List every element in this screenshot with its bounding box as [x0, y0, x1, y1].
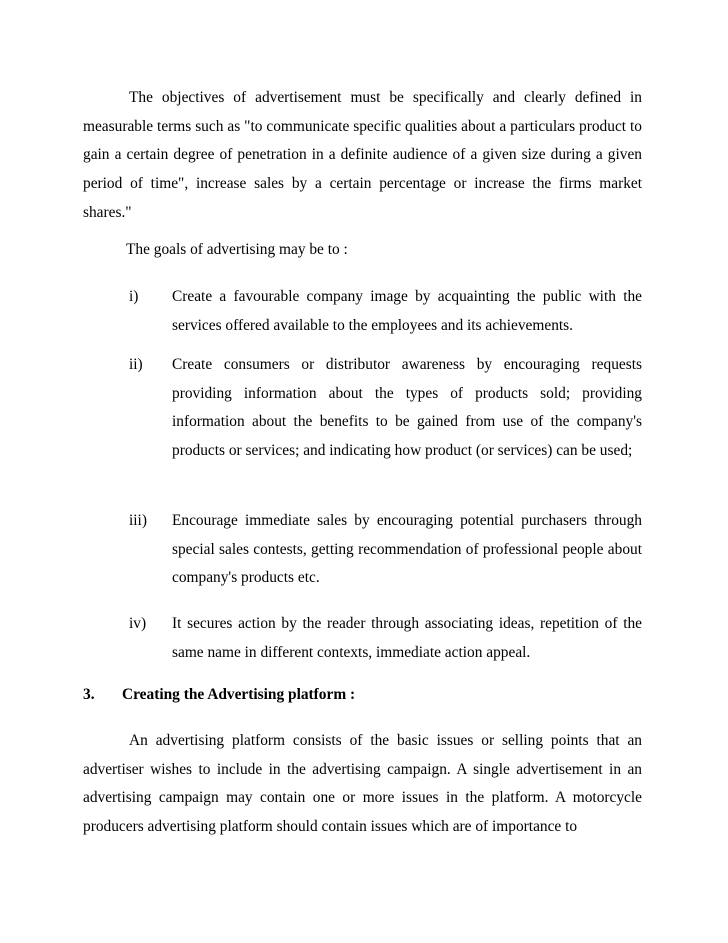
goal-text: Create consumers or distributor awareness by encouraging requests providing information about the types of products sold; providing information about the benefits to be gained from use of the company's products or services; and indicating how product (or services) can be used; — [172, 356, 642, 460]
objectives-paragraph: The objectives of advertisement must be specifically and clearly defined in measurable terms such as "to communicate specific qualities about a particulars product to gain a certain degree of penetration in a definite audience of a given size during a given period of time", increase sales by a certain percentage or increase the firms market shares." — [83, 89, 642, 221]
goal-marker: ii) — [129, 356, 143, 373]
goal-marker: iv) — [129, 615, 147, 632]
goal-marker: iii) — [129, 512, 147, 529]
goal-marker: i) — [129, 288, 139, 305]
goal-text: Encourage immediate sales by encouraging potential purchasers through special sales contests, getting recommendation of professional people about company's products etc. — [172, 512, 642, 587]
section-title: Creating the Advertising platform : — [122, 686, 356, 703]
platform-paragraph: An advertising platform consists of the basic issues or selling points that an advertiser wishes to include in the advertising campaign. A single advertisement in an advertising campaign may contain one or more issues in the platform. A motorcycle producers advertising platform should contain issues which are of importance to — [83, 732, 642, 836]
goals-intro-text: The goals of advertising may be to : — [126, 241, 348, 258]
goal-text: It secures action by the reader through associating ideas, repetition of the same name in different contexts, immediate action appeal. — [172, 615, 642, 661]
section-number: 3. — [83, 686, 95, 703]
goal-text: Create a favourable company image by acquainting the public with the services offered available to the employees and its achievements. — [172, 288, 642, 334]
section-heading — [83, 681, 355, 709]
